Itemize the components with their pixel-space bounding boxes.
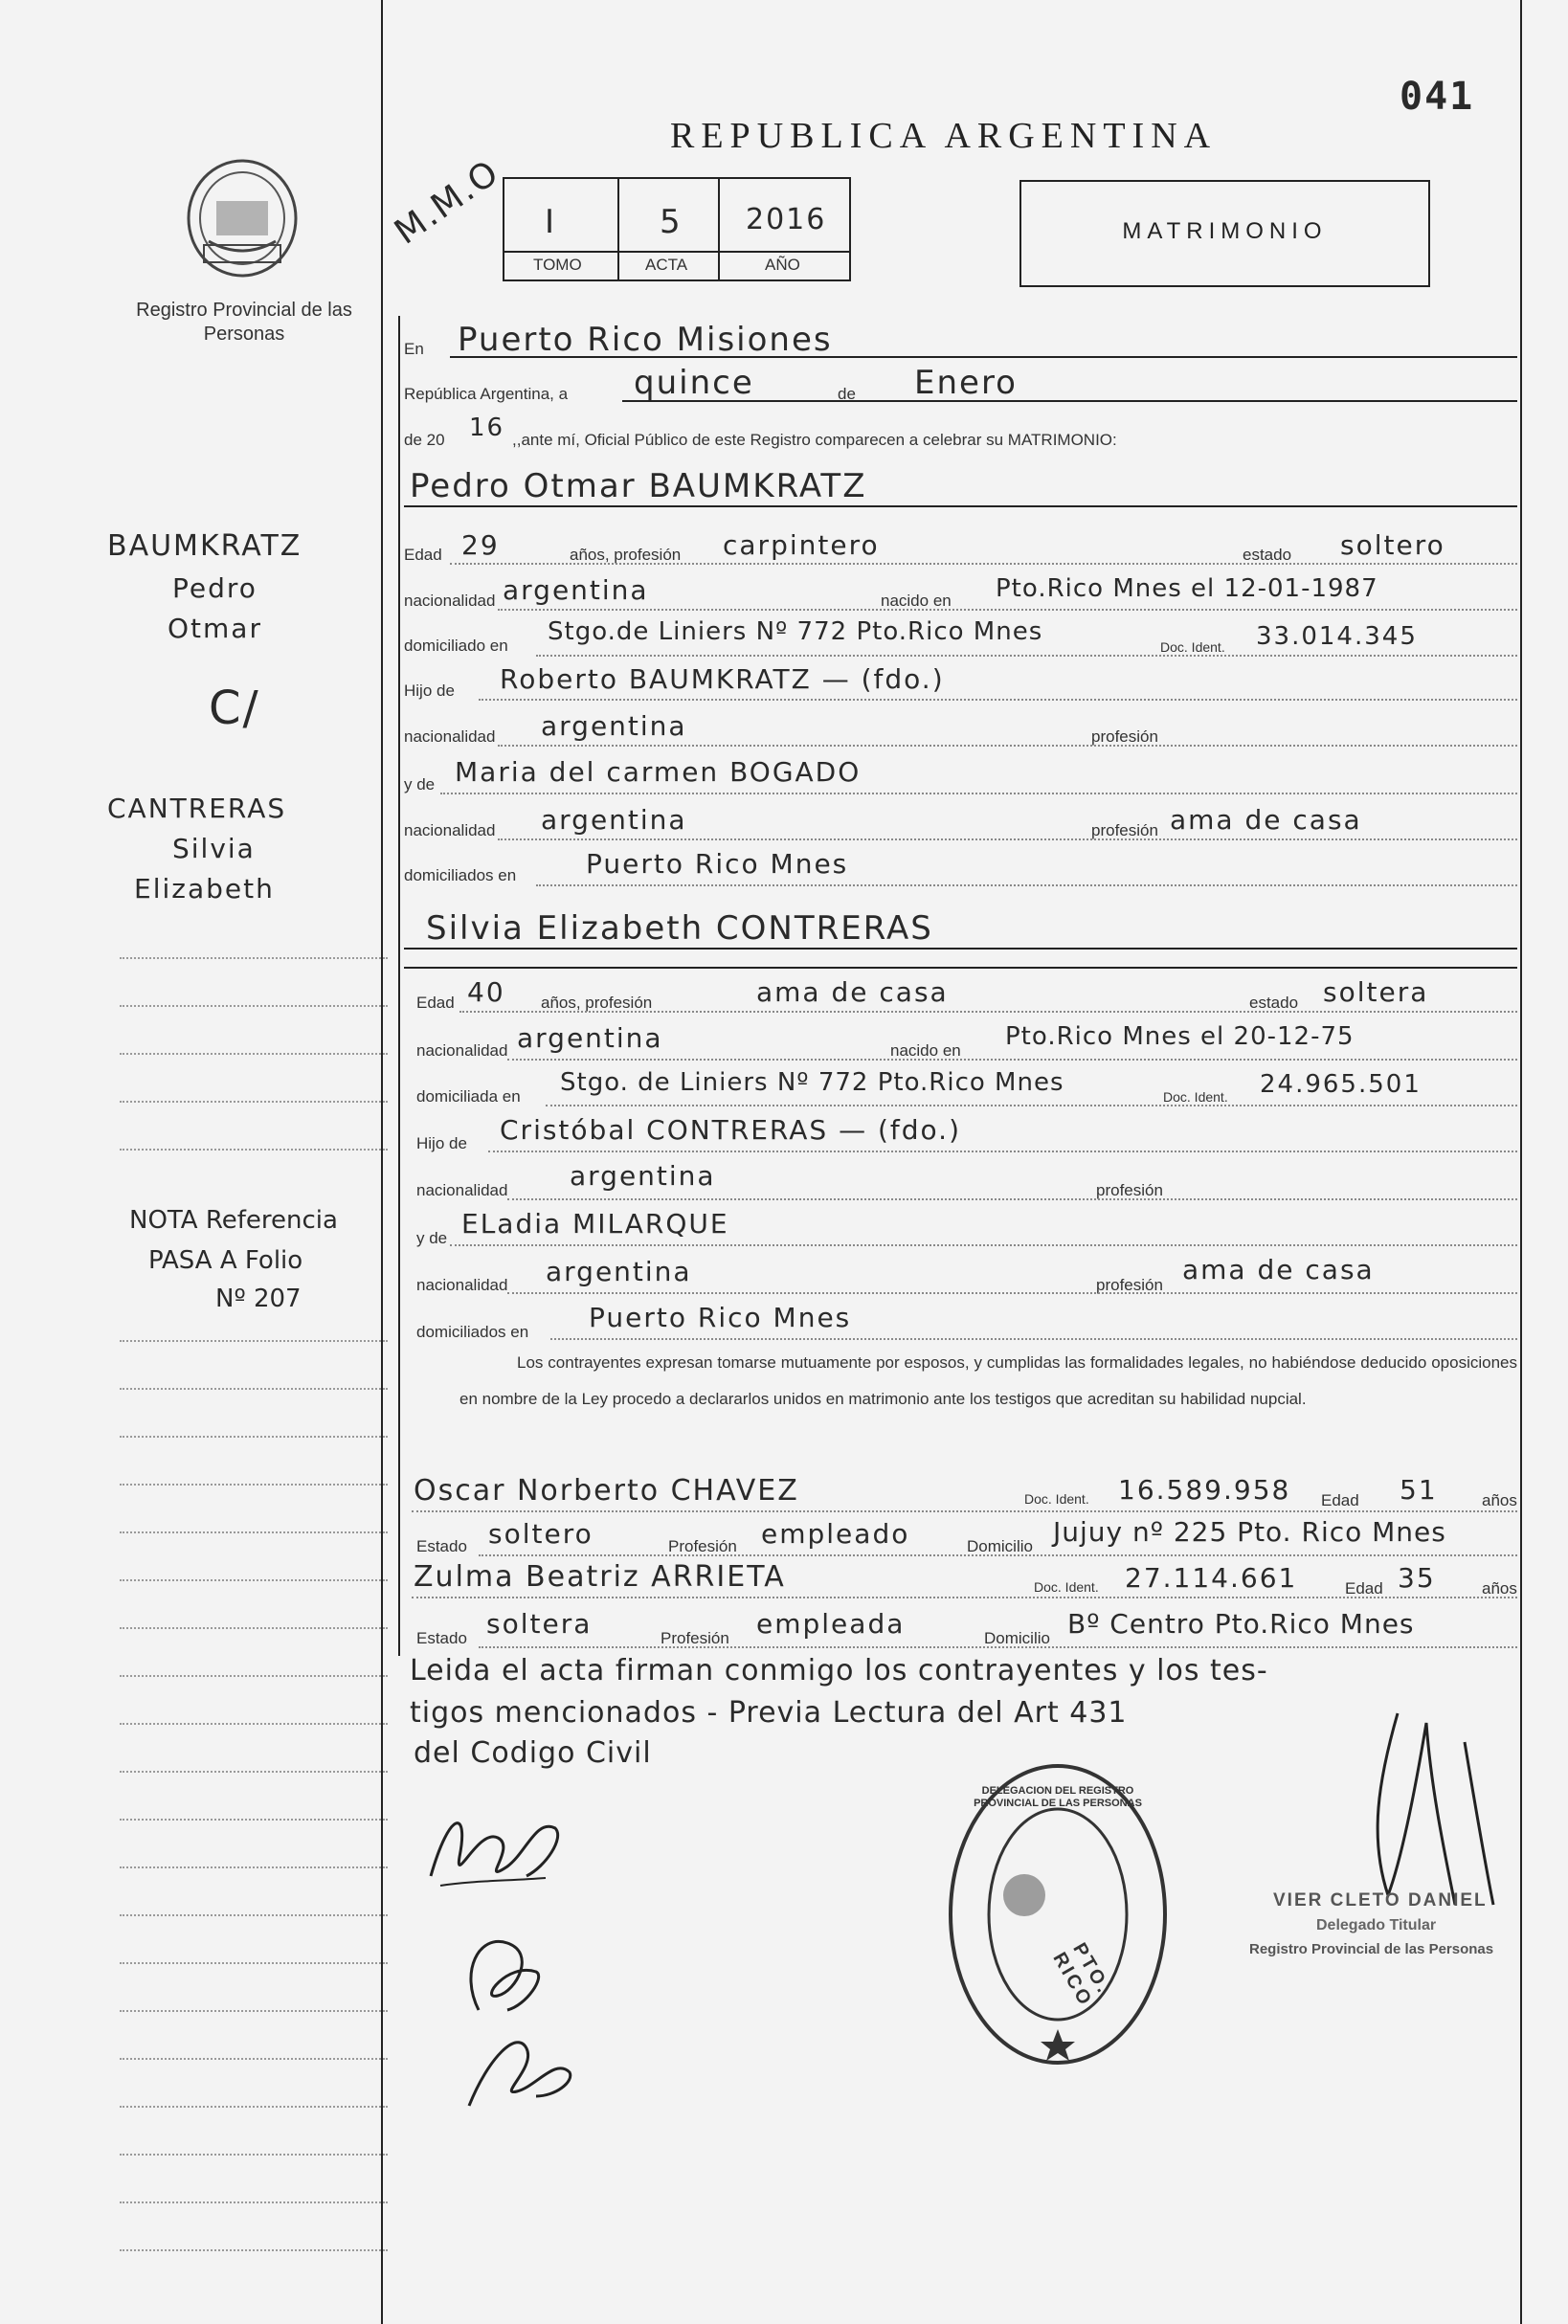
bride-birth: Pto.Rico Mnes el 20-12-75 [1005, 1022, 1355, 1051]
margin-groom-first: Pedro [172, 572, 258, 604]
witness1-age: 51 [1400, 1474, 1438, 1506]
witness1-label-edad: Edad [1321, 1491, 1359, 1509]
groom-profession: carpintero [723, 529, 880, 561]
left-margin-line [381, 0, 383, 2324]
groom-label-nac-mother: nacionalidad [404, 821, 496, 839]
witness2-label-edad: Edad [1345, 1579, 1383, 1598]
witness1-status: soltero [488, 1518, 594, 1550]
witness1-label-doc: Doc. Ident. [1024, 1491, 1089, 1507]
closing-line2: tigos mencionados - Previa Lectura del Art 431 [410, 1696, 1128, 1730]
closing-line3: del Codigo Civil [414, 1736, 652, 1770]
label-en: En [404, 340, 424, 358]
stamp-ring-text: DELEGACION DEL REGISTRO PROVINCIAL DE LAS PERSONAS [974, 1785, 1142, 1809]
bride-label-doc: Doc. Ident. [1163, 1089, 1228, 1105]
groom-age: 29 [461, 529, 500, 561]
witness-signature-icon [459, 2020, 584, 2115]
witness2-label-profesion: Profesión [661, 1629, 729, 1647]
margin-note-line1: NOTA Referencia [129, 1206, 338, 1235]
bride-profession: ama de casa [756, 976, 949, 1008]
groom-label-nacionalidad: nacionalidad [404, 592, 496, 610]
year-suffix: 16 [469, 413, 505, 442]
groom-label-profesion-father: profesión [1091, 727, 1158, 746]
record-number-box [503, 177, 851, 281]
tomo-value: I [545, 203, 557, 241]
day: quince [634, 364, 754, 402]
witness2-label-anios: años [1482, 1579, 1517, 1598]
country-title: REPUBLICA ARGENTINA [670, 116, 1218, 156]
label-republica: República Argentina, a [404, 385, 569, 403]
groom-mother: Maria del carmen BOGADO [455, 756, 862, 788]
witness2-label-estado: Estado [416, 1629, 467, 1647]
groom-label-hijo: Hijo de [404, 682, 455, 700]
witness1-label-estado: Estado [416, 1537, 467, 1555]
groom-birth: Pto.Rico Mnes el 12-01-1987 [996, 574, 1378, 603]
label-ante-mi: ,,ante mí, Oficial Público de este Registro comparecen a celebrar su MATRIMONIO: [512, 431, 1117, 449]
groom-status: soltero [1340, 529, 1445, 561]
bride-label-domiciliados: domiciliados en [416, 1323, 529, 1341]
groom-label-domiciliado: domiciliado en [404, 637, 508, 655]
groom-label-yde: y de [404, 775, 436, 793]
bride-age: 40 [467, 976, 505, 1008]
anio-value: 2016 [746, 203, 827, 236]
groom-father-nationality: argentina [541, 710, 687, 742]
bride-label-profesion-father: profesión [1096, 1181, 1163, 1199]
groom-label-nac-father: nacionalidad [404, 727, 496, 746]
witness2-label-domicilio: Domicilio [984, 1629, 1050, 1647]
groom-label-profesion-mother: profesión [1091, 821, 1158, 839]
witness1-profession: empleado [761, 1518, 910, 1550]
witness1-address: Jujuy nº 225 Pto. Rico Mnes [1053, 1516, 1446, 1548]
province-seal-icon [180, 153, 304, 282]
officer-office: Registro Provincial de las Personas [1249, 1941, 1494, 1957]
margin-bride-surname: CANTRERAS [107, 793, 287, 824]
groom-signature-icon [421, 1790, 574, 1905]
bride-status: soltera [1323, 976, 1429, 1008]
right-margin-line [1520, 0, 1522, 2324]
margin-note-line2: PASA A Folio [148, 1246, 303, 1275]
groom-mother-profession: ama de casa [1170, 804, 1362, 836]
witness1-name: Oscar Norberto CHAVEZ [414, 1474, 799, 1508]
margin-groom-surname: BAUMKRATZ [107, 529, 302, 563]
declaration-text: Los contrayentes expresan tomarse mutuamente por esposos, y cumplidas las formalidades legales, no habiéndose deducido oposiciones en nombre de la Ley procedo a declararlos unidos en matrimonio ante los testigos que acreditan su habilidad nupcial. [459, 1353, 1517, 1408]
bride-label-anios-profesion: años, profesión [541, 994, 653, 1012]
witness2-profession: empleada [756, 1608, 906, 1640]
bride-doc: 24.965.501 [1260, 1070, 1422, 1099]
witness1-label-domicilio: Domicilio [967, 1537, 1033, 1555]
witness2-address: Bº Centro Pto.Rico Mnes [1067, 1608, 1415, 1640]
anio-label: AÑO [765, 256, 800, 274]
groom-parents-address: Puerto Rico Mnes [586, 848, 849, 880]
closing-line1: Leida el acta firman conmigo los contrayentes y los tes- [410, 1654, 1268, 1687]
acta-label: ACTA [645, 256, 688, 274]
bride-label-domiciliada: domiciliada en [416, 1087, 521, 1106]
inner-margin-line [398, 316, 400, 1656]
witness2-status: soltera [486, 1608, 593, 1640]
witness1-label-profesion: Profesión [668, 1537, 737, 1555]
groom-mother-nationality: argentina [541, 804, 687, 836]
stamp-center-text: PTO. RICO [1048, 1939, 1115, 2011]
month: Enero [914, 364, 1018, 402]
page-number: 041 [1400, 75, 1475, 119]
officer-name: VIER CLETO DANIEL [1273, 1890, 1488, 1911]
bride-full-name: Silvia Elizabeth CONTRERAS [426, 909, 933, 948]
bride-label-nacido: nacido en [890, 1041, 961, 1060]
witness2-doc: 27.114.661 [1125, 1562, 1298, 1594]
bride-label-nacionalidad: nacionalidad [416, 1041, 508, 1060]
bride-signature-icon [450, 1914, 565, 2029]
bride-label-edad: Edad [416, 994, 455, 1012]
witness2-name: Zulma Beatriz ARRIETA [414, 1560, 786, 1594]
document-type: MATRIMONIO [1122, 218, 1328, 244]
margin-groom-second: Otmar [168, 613, 262, 644]
witness2-age: 35 [1398, 1562, 1436, 1594]
bride-label-profesion-mother: profesión [1096, 1276, 1163, 1294]
groom-address: Stgo.de Liniers Nº 772 Pto.Rico Mnes [548, 617, 1043, 646]
officer-title: Delegado Titular [1316, 1917, 1437, 1933]
tomo-label: TOMO [533, 256, 582, 274]
acta-value: 5 [660, 203, 683, 241]
groom-label-edad: Edad [404, 546, 442, 564]
margin-note-line3: Nº 207 [215, 1285, 302, 1313]
groom-full-name: Pedro Otmar BAUMKRATZ [410, 467, 867, 505]
groom-doc: 33.014.345 [1256, 622, 1418, 651]
bride-label-nac-father: nacionalidad [416, 1181, 508, 1199]
witness2-label-doc: Doc. Ident. [1034, 1579, 1099, 1595]
bride-label-hijo: Hijo de [416, 1134, 467, 1152]
bride-mother-profession: ama de casa [1182, 1254, 1375, 1285]
margin-bride-second: Elizabeth [134, 873, 275, 905]
groom-label-anios-profesion: años, profesión [570, 546, 682, 564]
witness1-doc: 16.589.958 [1118, 1474, 1291, 1506]
bride-label-nac-mother: nacionalidad [416, 1276, 508, 1294]
groom-label-doc: Doc. Ident. [1160, 639, 1225, 655]
officer-initials: M.M.O [388, 152, 507, 253]
bride-nationality: argentina [517, 1022, 663, 1054]
place: Puerto Rico Misiones [458, 321, 833, 359]
groom-label-domiciliados: domiciliados en [404, 866, 517, 884]
bride-father: Cristóbal CONTRERAS — (fdo.) [500, 1114, 962, 1146]
witness1-label-anios: años [1482, 1491, 1517, 1509]
bride-mother-nationality: argentina [546, 1256, 692, 1287]
groom-label-nacido: nacido en [881, 592, 952, 610]
bride-label-estado: estado [1249, 994, 1299, 1012]
groom-father: Roberto BAUMKRATZ — (fdo.) [500, 663, 945, 695]
label-de: de [838, 385, 856, 403]
bride-mother: ELadia MILARQUE [461, 1208, 729, 1240]
groom-label-estado: estado [1243, 546, 1292, 564]
label-de20: de 20 [404, 431, 445, 449]
bride-parents-address: Puerto Rico Mnes [589, 1302, 852, 1333]
margin-bride-first: Silvia [172, 833, 256, 864]
document-type-box [1019, 180, 1430, 287]
registry-name: Registro Provincial de las Personas [136, 300, 352, 345]
bride-label-yde: y de [416, 1229, 448, 1247]
margin-connector: C/ [209, 682, 260, 735]
groom-nationality: argentina [503, 574, 649, 606]
bride-address: Stgo. de Liniers Nº 772 Pto.Rico Mnes [560, 1068, 1064, 1097]
bride-father-nationality: argentina [570, 1160, 716, 1192]
